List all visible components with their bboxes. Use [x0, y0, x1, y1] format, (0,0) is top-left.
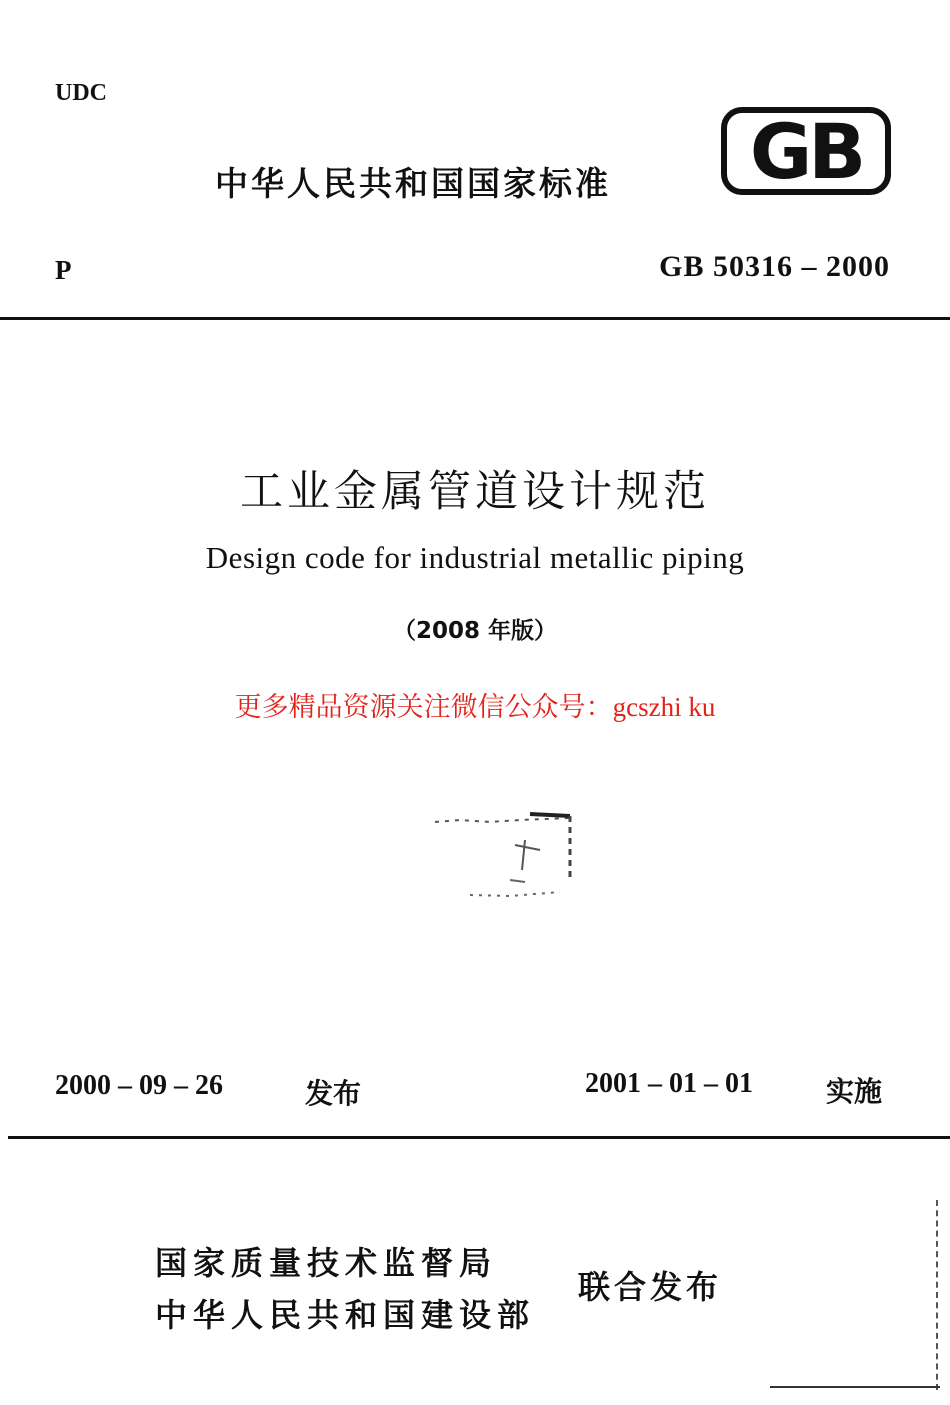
implement-date: 2001 – 01 – 01 — [585, 1068, 753, 1099]
national-standard-heading: 中华人民共和国国家标准 — [215, 164, 611, 203]
title-english: Design code for industrial metallic piping — [205, 540, 745, 575]
publisher-line-2: 中华人民共和国建设部 — [155, 1296, 536, 1334]
udc-label: UDC — [55, 80, 107, 106]
page-edge-mark — [936, 1200, 940, 1390]
standard-number: GB 50316 – 2000 — [659, 250, 890, 283]
title-chinese: 工业金属管道设计规范 — [240, 467, 710, 517]
top-divider — [0, 317, 950, 320]
category-code: P — [55, 255, 72, 285]
implement-label: 实施 — [826, 1075, 883, 1108]
bottom-divider — [8, 1136, 950, 1139]
page-edge-mark-bottom — [770, 1386, 940, 1388]
publisher-line-1: 国家质量技术监督局 — [155, 1244, 498, 1282]
issue-label: 发布 — [305, 1077, 362, 1110]
joint-issue-label: 联合发布 — [578, 1268, 723, 1306]
gb-logo — [720, 106, 892, 196]
issue-date: 2000 – 09 – 26 — [55, 1070, 223, 1101]
promo-text: 更多精品资源关注微信公众号：gcszhi ku — [234, 692, 716, 722]
edition-label: （2008 年版） — [392, 618, 558, 644]
faint-stamp-mark — [430, 800, 580, 910]
gb-logo-text: GB — [749, 107, 863, 196]
